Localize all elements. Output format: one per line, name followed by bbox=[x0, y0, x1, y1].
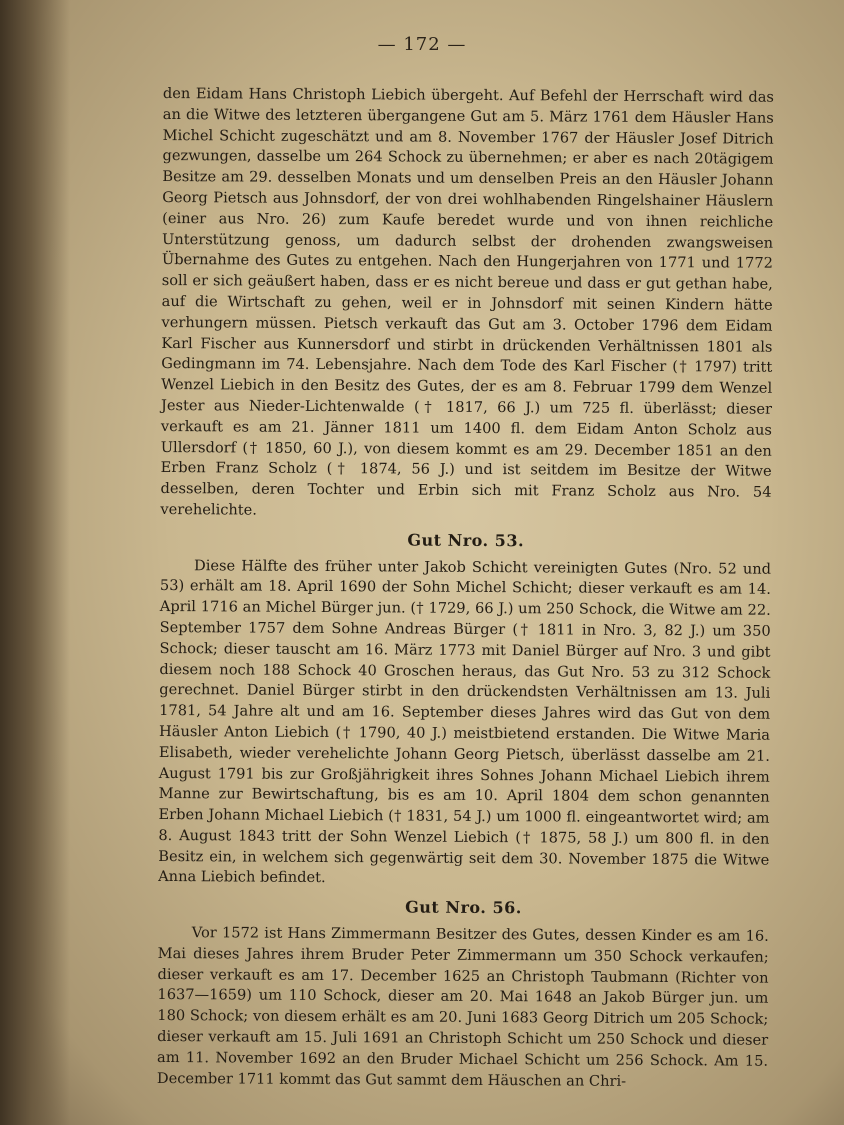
book-gutter-shadow bbox=[0, 0, 70, 1125]
page-number: — 172 — bbox=[377, 34, 467, 55]
paragraph-gut-53: Diese Hälfte des früher unter Jakob Schicht vereinigten Gutes (Nro. 52 und 53) erhält am 18. April 1690 der Sohn Michel Schicht; dieser verkauft es am 14. April 1716 an Michel Bürger jun. († 1729, 66 J.) um 250 Schock, die Witwe am 22. September 1757 dem Sohne Andreas Bürger († 1811 in Nro. 3, 82 J.) um 350 Schock; dieser tauscht am 16. März 1773 mit Daniel Bürger auf Nro. 3 und gibt diesem noch 188 Schock 40 Groschen heraus, das Gut Nro. 53 zu 312 Schock gerechnet. Daniel Bürger stirbt in den drückendsten Verhältnissen am 13. Juli 1781, 54 Jahre alt und am 16. September dieses Jahres wird das Gut von dem Häusler Anton Liebich († 1790, 40 J.) meistbietend erstanden. Die Witwe Maria Elisabeth, wieder verehelichte Johann Georg Pietsch, überlässt dasselbe am 21. August 1791 bis zur Großjährigkeit ihres Sohnes Johann Michael Liebich ihrem Manne zur Bewirtschaftung, bis es am 10. April 1804 dem schon genannten Erben Johann Michael Liebich († 1831, 54 J.) um 1000 fl. eingeantwortet wird; am 8. August 1843 tritt der Sohn Wenzel Liebich († 1875, 58 J.) um 800 fl. in den Besitz ein, in welchem sich gegenwärtig seit dem 30. November 1875 die Witwe Anna Liebich befindet. bbox=[158, 556, 772, 887]
body-text bbox=[157, 84, 774, 1093]
paragraph-gut-56: Vor 1572 ist Hans Zimmermann Besitzer des Gutes, dessen Kinder es am 16. Mai dieses Jahres ihrem Bruder Peter Zimmermann um 350 Schock verkaufen; dieser verkauft es am 17. December 1625 an Christoph Taubmann (Richter von 1637—1659) um 110 Schock, dieser am 20. Mai 1648 an Jakob Bürger jun. um 180 Schock; von diesem erhält es am 20. Juni 1683 Georg Ditrich um 205 Schock; dieser verkauft am 15. Juli 1691 an Christoph Schicht um 250 Schock und dieser am 11. November 1692 an den Bruder Michael Schicht um 256 Schock. Am 15. December 1711 kommt das Gut sammt dem Häuschen an Chri- bbox=[156, 924, 769, 1090]
heading-gut-53: Gut Nro. 53. bbox=[407, 530, 525, 550]
heading-gut-56: Gut Nro. 56. bbox=[405, 897, 522, 918]
paragraph-intro: den Eidam Hans Christoph Liebich übergeht. Auf Befehl der Herrschaft wird das an die Witwe des letzteren übergangene Gut am 5. März 1761 dem Häusler Hans Michel Schicht zugeschätzt und am 8. November 1767 der Häusler Josef Ditrich gezwungen, dasselbe um 264 Schock zu übernehmen; er aber es nach 20tägigem Besitze am 29. desselben Monats und um denselben Preis an den Häusler Johann Georg Pietsch aus Johnsdorf, der von drei wohlhabenden Ringelshainer Häuslern (einer aus Nro. 26) zum Kaufe beredet wurde und von ihnen reichliche Unterstützung genoss, um dadurch selbst der drohenden zwangsweisen Übernahme des Gutes zu entgehen. Nach den Hungerjahren von 1771 und 1772 soll er sich geäußert haben, dass er es nicht bereue und dass er gut gethan habe, auf die Wirtschaft zu gehen, weil er in Johnsdorf mit seinen Kindern hätte verhungern müssen. Pietsch verkauft das Gut am 3. October 1796 dem Eidam Karl Fischer aus Kunnersdorf und stirbt in drückenden Verhältnissen 1801 als Gedingmann im 74. Lebensjahre. Nach dem Tode des Karl Fischer († 1797) tritt Wenzel Liebich in den Besitz des Gutes, der es am 8. Februar 1799 dem Wenzel Jester aus Nieder-Lichtenwalde († 1817, 66 J.) um 725 fl. überlässt; dieser verkauft es am 21. Jänner 1811 um 1400 fl. dem Eidam Anton Scholz aus Ullersdorf († 1850, 60 J.), von diesem kommt es am 29. December 1851 an den Erben Franz Scholz († 1874, 56 J.) und ist seitdem im Besitze der Witwe desselben, deren Tochter und Erbin sich mit Franz Scholz aus Nro. 54 verehelichte. bbox=[160, 84, 774, 519]
